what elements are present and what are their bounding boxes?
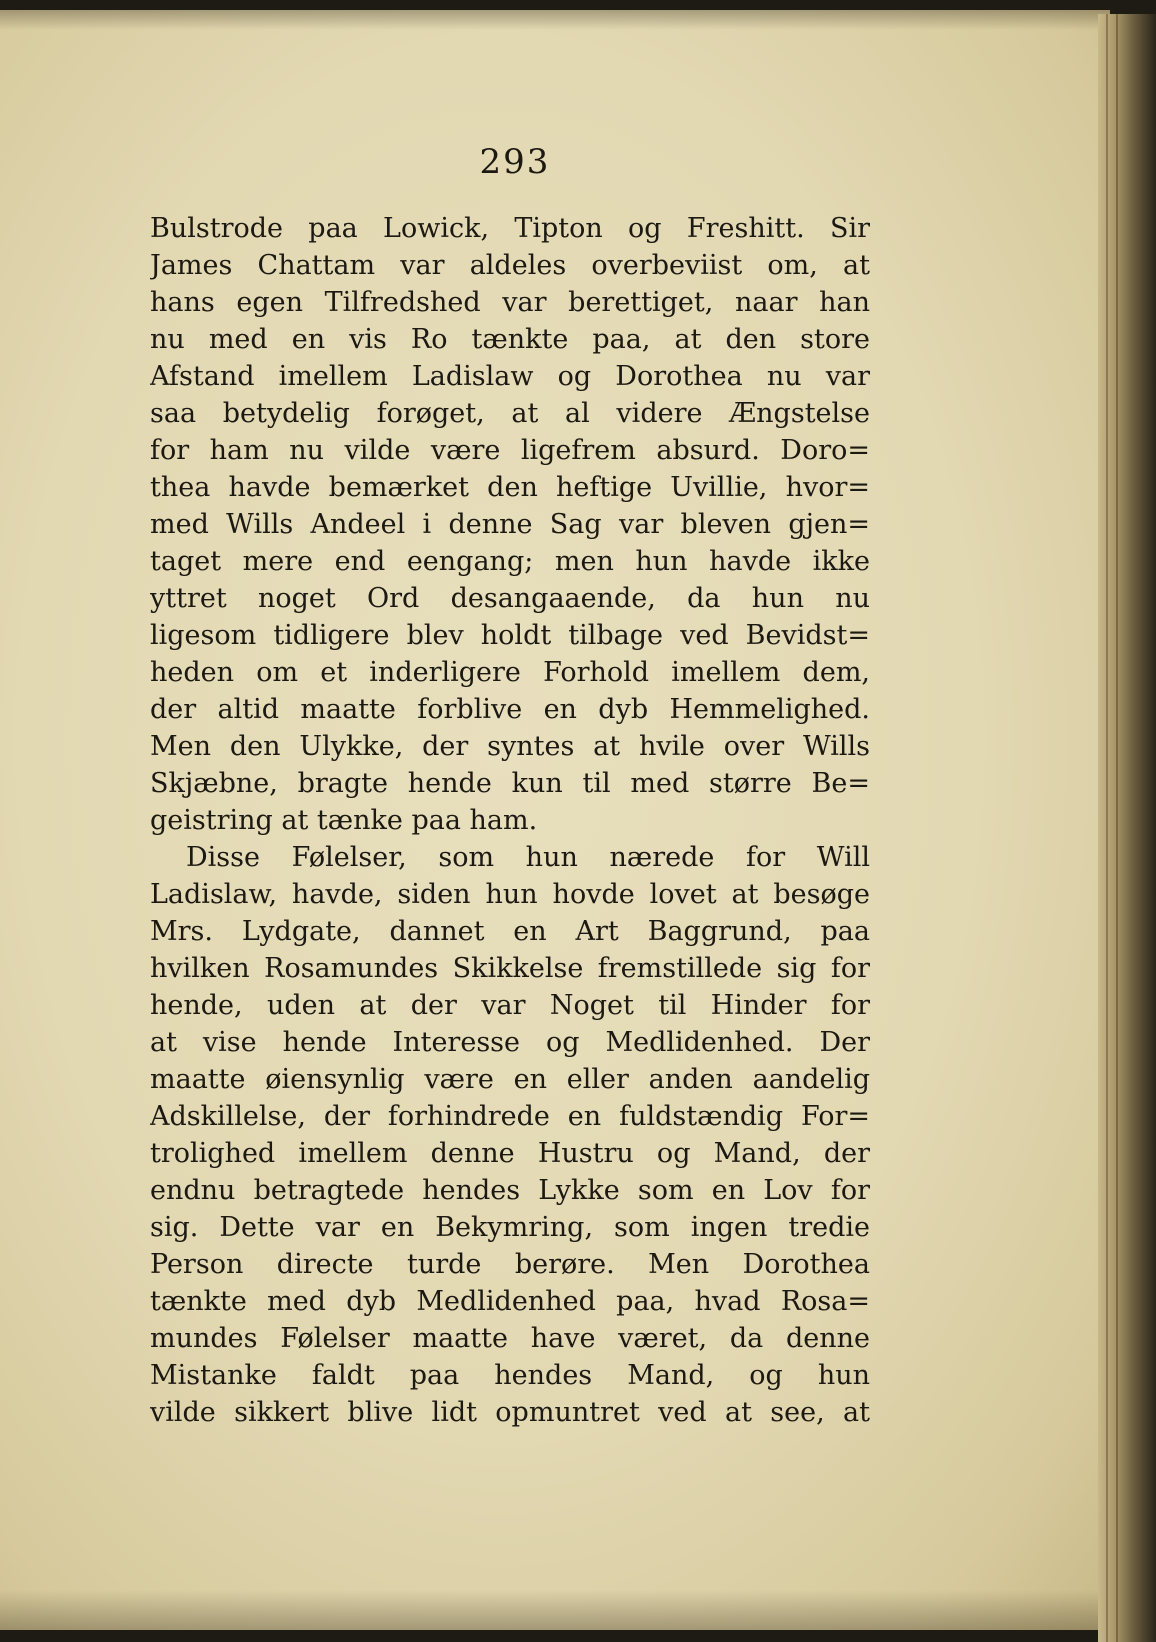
text-line: endnu betragtede hendes Lykke som en Lov for	[150, 1175, 870, 1206]
text-line: heden om et inderligere Forhold imellem dem,	[150, 657, 870, 688]
body-text	[150, 210, 870, 1431]
text-line: hende, uden at der var Noget til Hinder for	[150, 990, 870, 1021]
text-line: trolighed imellem denne Hustru og Mand, der	[150, 1138, 870, 1169]
text-line: tænkte med dyb Medlidenhed paa, hvad Rosa=	[150, 1286, 870, 1317]
text-line: James Chattam var aldeles overbeviist om, at	[150, 250, 870, 281]
text-line: Person directe turde berøre. Men Dorothea	[150, 1249, 870, 1280]
text-line: Mrs. Lydgate, dannet en Art Baggrund, paa	[150, 916, 870, 947]
page-stack-edge	[1098, 14, 1156, 1642]
text-line: vilde sikkert blive lidt opmuntret ved at see, at	[150, 1397, 870, 1428]
text-line: thea havde bemærket den heftige Uvillie, hvor=	[150, 472, 870, 503]
text-line: saa betydelig forøget, at al videre Ængstelse	[150, 398, 870, 429]
text-line: Adskillelse, der forhindrede en fuldstændig For=	[150, 1101, 870, 1132]
page-number: 293	[479, 142, 551, 182]
text-line: at vise hende Interesse og Medlidenhed. Der	[150, 1027, 870, 1058]
text-line: Bulstrode paa Lowick, Tipton og Freshitt. Sir	[150, 213, 870, 244]
text-line: Afstand imellem Ladislaw og Dorothea nu var	[150, 361, 870, 392]
text-line: Disse Følelser, som hun nærede for Will	[186, 842, 870, 873]
text-line: nu med en vis Ro tænkte paa, at den store	[150, 324, 870, 355]
text-line: med Wills Andeel i denne Sag var bleven gjen=	[150, 509, 870, 540]
text-line: ligesom tidligere blev holdt tilbage ved Bevidst=	[150, 620, 870, 651]
text-line: mundes Følelser maatte have været, da denne	[150, 1323, 870, 1354]
text-line: Skjæbne, bragte hende kun til med større Be=	[150, 768, 870, 799]
text-line: Mistanke faldt paa hendes Mand, og hun	[150, 1360, 870, 1391]
text-line: for ham nu vilde være ligefrem absurd. Doro=	[150, 435, 870, 466]
text-line: maatte øiensynlig være en eller anden aandelig	[150, 1064, 870, 1095]
text-line: hans egen Tilfredshed var berettiget, naar han	[150, 287, 870, 318]
text-line: yttret noget Ord desangaaende, da hun nu	[150, 583, 870, 614]
page-bottom-shadow	[0, 1590, 1110, 1630]
text-line: Ladislaw, havde, siden hun hovde lovet at besøge	[150, 879, 870, 910]
book-page	[0, 10, 1110, 1630]
page-top-shadow	[0, 10, 1110, 30]
text-line: hvilken Rosamundes Skikkelse fremstillede sig for	[150, 953, 870, 984]
text-line: der altid maatte forblive en dyb Hemmelighed.	[150, 694, 870, 725]
text-line: taget mere end eengang; men hun havde ikke	[150, 546, 870, 577]
text-line: geistring at tænke paa ham.	[150, 805, 538, 836]
text-line: Men den Ulykke, der syntes at hvile over Wills	[150, 731, 870, 762]
text-line: sig. Dette var en Bekymring, som ingen tredie	[150, 1212, 870, 1243]
